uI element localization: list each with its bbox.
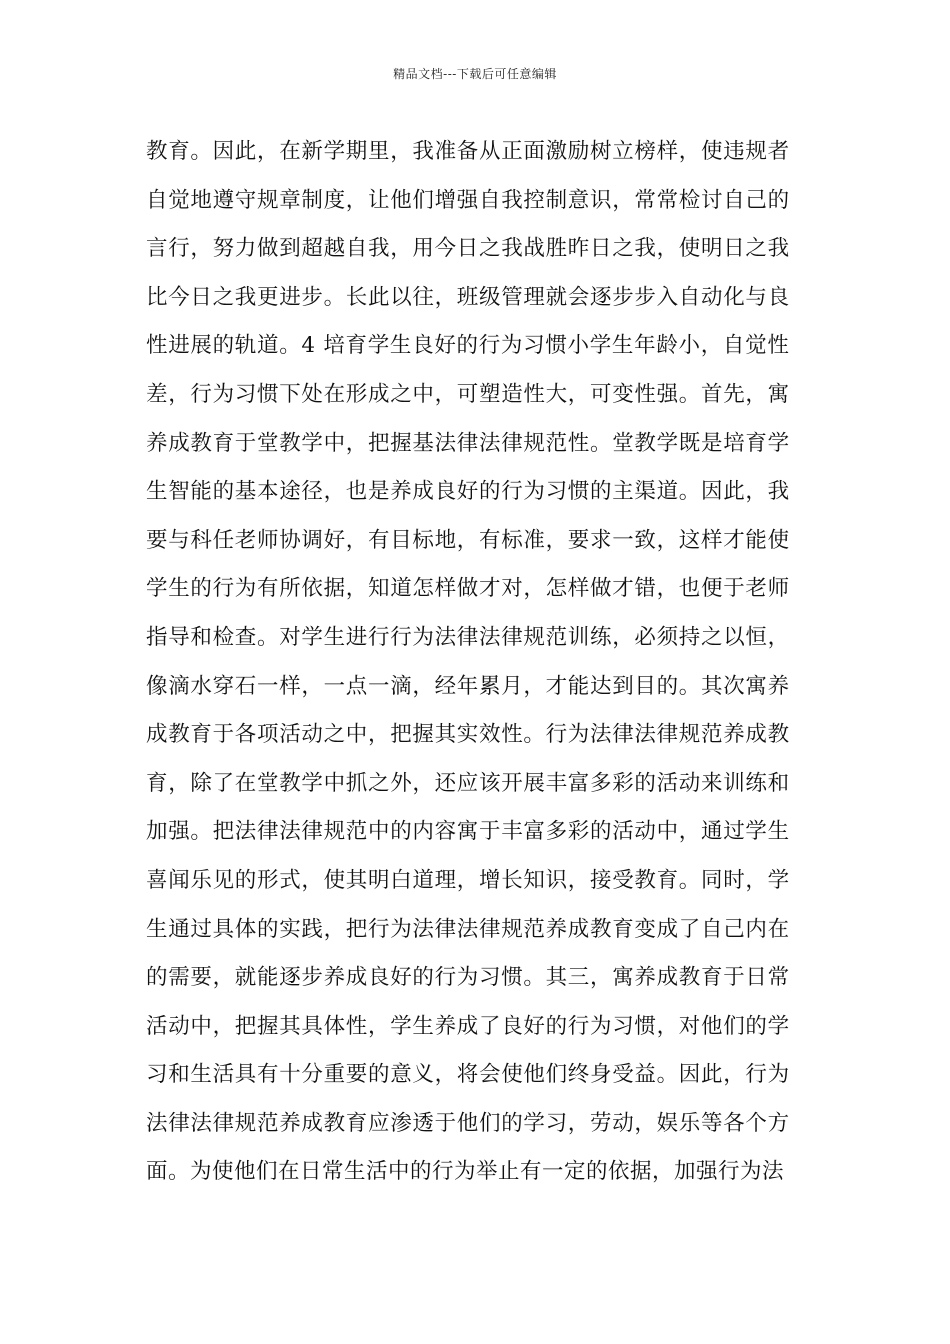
body-line: 差，行为习惯下处在形成之中，可塑造性大，可变性强。首先，寓 (146, 381, 790, 407)
body-line: 法律法律规范养成教育应渗透于他们的学习，劳动，娱乐等各个方 (146, 1110, 790, 1136)
body-line: 的需要，就能逐步养成良好的行为习惯。其三，寓养成教育于日常 (146, 965, 790, 991)
body-line: 成教育于各项活动之中，把握其实效性。行为法律法律规范养成教 (146, 722, 790, 748)
body-line: 性进展的轨道。4 培育学生良好的行为习惯小学生年龄小，自觉性 (146, 333, 790, 359)
body-line: 像滴水穿石一样，一点一滴，经年累月，才能达到目的。其次寓养 (146, 673, 790, 699)
body-line: 生通过具体的实践，把行为法律法律规范养成教育变成了自己内在 (146, 916, 790, 942)
body-line: 学生的行为有所依据，知道怎样做才对，怎样做才错，也便于老师 (146, 576, 790, 602)
body-line: 指导和检查。对学生进行行为法律法律规范训练，必须持之以恒， (146, 624, 790, 650)
body-line: 养成教育于堂教学中，把握基法律法律规范性。堂教学既是培育学 (146, 430, 790, 456)
body-line: 喜闻乐见的形式，使其明白道理，增长知识，接受教育。同时，学 (146, 867, 790, 893)
body-line: 加强。把法律法律规范中的内容寓于丰富多彩的活动中，通过学生 (146, 819, 790, 845)
body-line: 习和生活具有十分重要的意义，将会使他们终身受益。因此，行为 (146, 1062, 790, 1088)
body-line: 言行，努力做到超越自我，用今日之我战胜昨日之我，使明日之我 (146, 236, 790, 262)
body-line: 育，除了在堂教学中抓之外，还应该开展丰富多彩的活动来训练和 (146, 770, 790, 796)
body-line: 自觉地遵守规章制度，让他们增强自我控制意识，常常检讨自己的 (146, 187, 790, 213)
body-line: 生智能的基本途径，也是养成良好的行为习惯的主渠道。因此，我 (146, 479, 790, 505)
body-line: 要与科任老师协调好，有目标地，有标准，要求一致，这样才能使 (146, 527, 790, 553)
page-header: 精品文档---下载后可任意编辑 (393, 67, 557, 81)
body-line: 活动中，把握其具体性，学生养成了良好的行为习惯，对他们的学 (146, 1013, 790, 1039)
body-text (146, 132, 812, 1201)
body-line: 教育。因此，在新学期里，我准备从正面激励树立榜样，使违规者 (146, 139, 790, 164)
body-line: 面。为使他们在日常生活中的行为举止有一定的依据，加强行为法 (146, 1159, 785, 1185)
body-line: 比今日之我更进步。长此以往，班级管理就会逐步步入自动化与良 (146, 284, 790, 310)
